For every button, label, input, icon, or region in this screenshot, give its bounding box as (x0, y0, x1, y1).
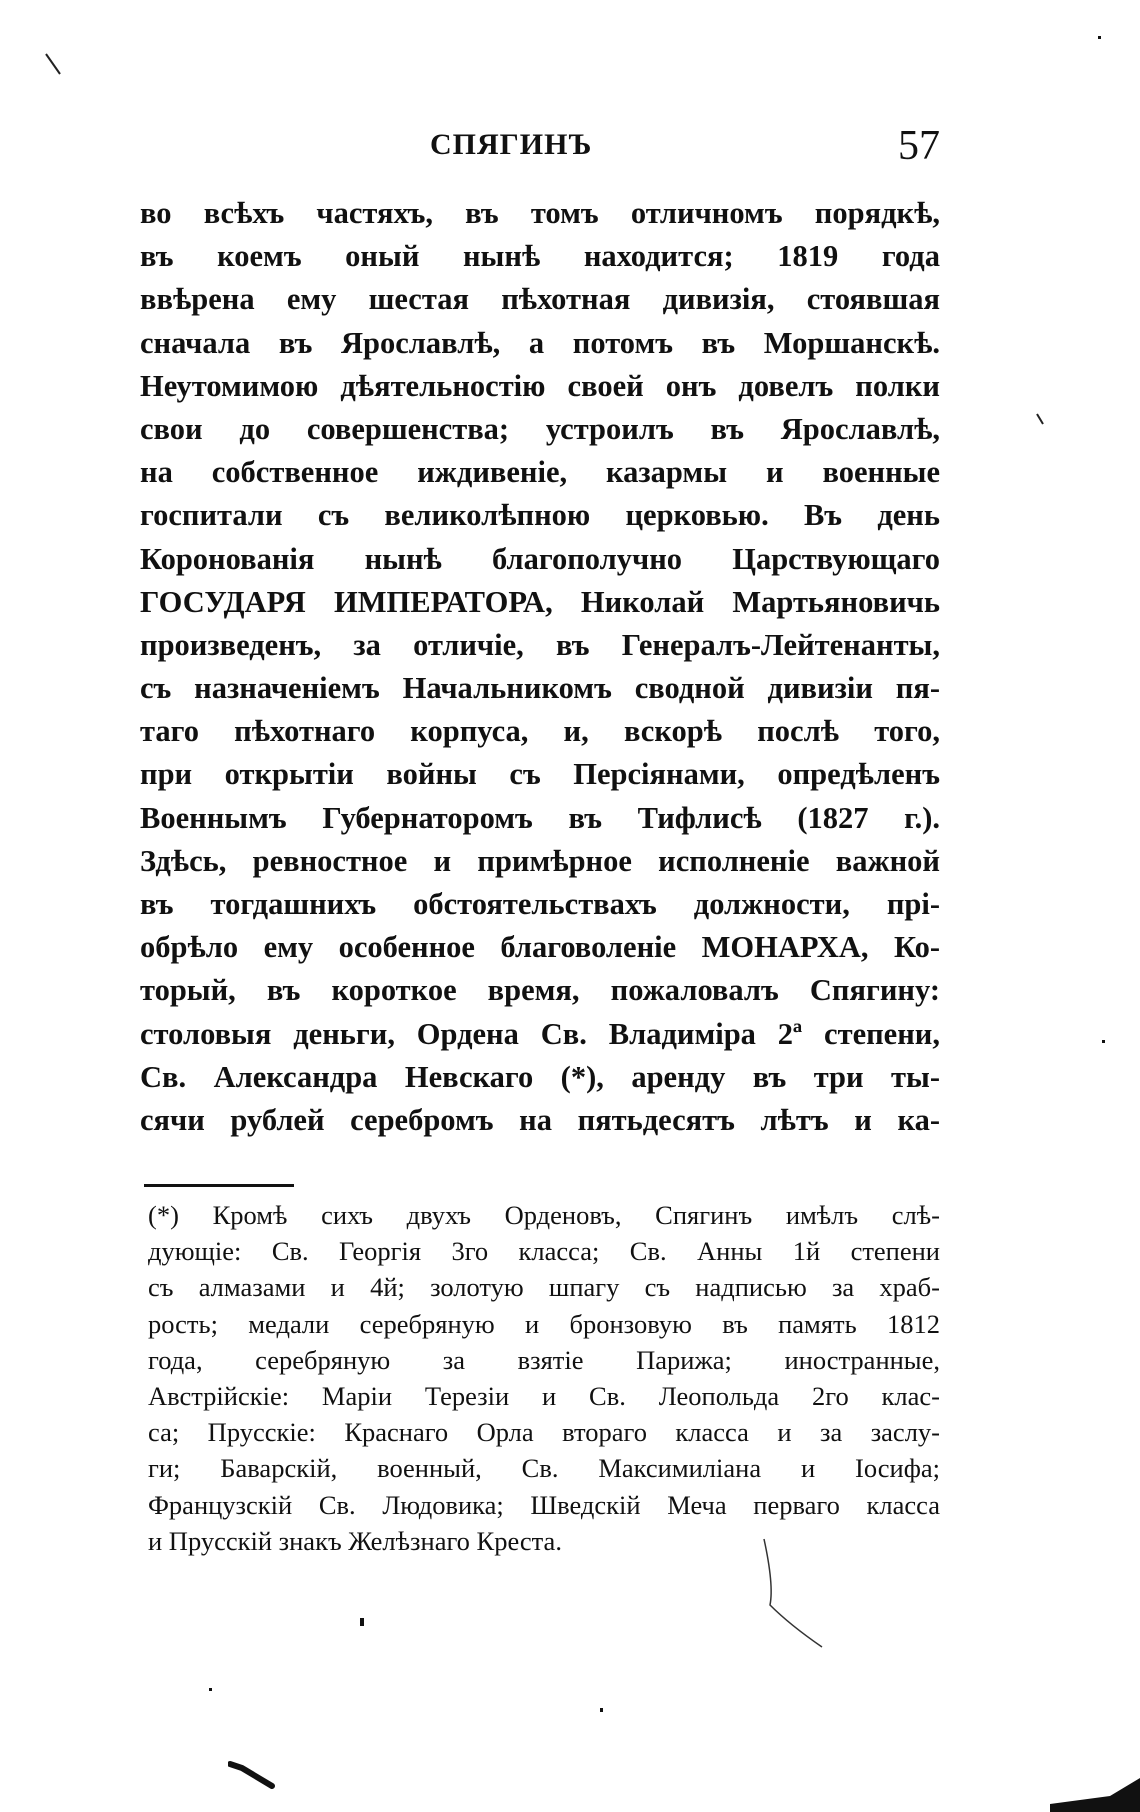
footnote-line: Австрійскіе: Маріи Терезіи и Св. Леопольда 2го клас- (148, 1380, 940, 1411)
text-line: Здѣсь, ревностное и примѣрное исполненіе важной (140, 843, 940, 878)
running-head: СПЯГИНЪ (430, 128, 593, 161)
text-line: въ тогдашнихъ обстоятельствахъ должности, прі- (140, 887, 940, 921)
scan-mark-dot (1098, 36, 1101, 39)
text-line: столовыя деньги, Ордена Св. Владиміра 2ª степени, (140, 1016, 940, 1051)
footnote-line: (*) Кромѣ сихъ двухъ Орденовъ, Спягинъ имѣлъ слѣ- (148, 1200, 940, 1230)
footnote-line: Французскій Св. Людовика; Шведскій Меча перваго класса (148, 1489, 940, 1520)
footnote-divider (144, 1184, 294, 1187)
text-line: сячи рублей серебромъ на пятьдесятъ лѣтъ и ка- (140, 1102, 940, 1137)
footnote-line: и Прусскій знакъ Желѣзнаго Креста. (148, 1525, 562, 1556)
scan-mark-dot (600, 1708, 603, 1712)
text-line: Военнымъ Губернаторомъ въ Тифлисѣ (1827 г.). (140, 800, 940, 835)
text-line: торый, въ короткое время, пожаловалъ Спягину: (140, 973, 940, 1008)
footnote-line: съ алмазами и 4й; золотую шпагу съ надписью за храб- (148, 1272, 940, 1303)
footnote-line: са; Прусскіе: Краснаго Орла втораго класса и за заслу- (148, 1417, 940, 1448)
text-line: ГОСУДАРЯ ИМПЕРАТОРА, Николай Мартьяновичь (140, 584, 940, 619)
footnote-line: ги; Баварскій, военный, Св. Максимиліана и Іосифа; (148, 1453, 940, 1484)
text-line: при открытіи войны съ Персіянами, опредѣленъ (140, 757, 940, 792)
text-line: произведенъ, за отличіе, въ Генералъ-Лейтенанты, (140, 627, 940, 662)
scan-mark-dot (360, 1618, 364, 1626)
page-number: 57 (898, 123, 940, 169)
footnote-line: дующіе: Св. Георгія 3го класса; Св. Анны 1й степени (148, 1236, 940, 1267)
footnote (148, 1197, 940, 1559)
text-line: обрѣло ему особенное благоволеніе МОНАРХА, Ко- (140, 930, 940, 965)
text-line: во всѣхъ частяхъ, въ томъ отличномъ порядкѣ, (140, 196, 940, 230)
page-header (140, 123, 940, 172)
text-line: съ назначеніемъ Начальникомъ сводной дивизіи пя- (140, 671, 940, 706)
main-text (140, 192, 940, 1142)
text-line: Коронованія нынѣ благополучно Царствующаго (140, 541, 940, 576)
scan-mark-footnote-curve (760, 1535, 830, 1655)
scan-mark-bottom-right (1050, 1770, 1140, 1812)
scan-mark-bottom-left (228, 1760, 278, 1790)
scan-mark-dot (1102, 1040, 1105, 1043)
text-line: таго пѣхотнаго корпуса, и, вскорѣ послѣ того, (140, 714, 940, 749)
text-line: сначала въ Ярославлѣ, а потомъ въ Моршанскѣ. (140, 325, 940, 360)
text-line: Св. Александра Невскаго (*), аренду въ три ты- (140, 1059, 940, 1094)
footnote-line: года, серебряную за взятіе Парижа; иностранные, (148, 1344, 940, 1375)
text-line: ввѣрена ему шестая пѣхотная дивизія, стоявшая (140, 282, 940, 317)
scan-mark-top-left (44, 52, 64, 78)
text-line: Неутомимою дѣятельностію своей онъ довелъ полки (140, 368, 940, 403)
text-line: свои до совершенства; устроилъ въ Ярославлѣ, (140, 411, 940, 446)
scan-mark-margin-right (1035, 412, 1047, 428)
text-line: на собственное иждивеніе, казармы и военные (140, 455, 940, 490)
text-line: госпитали съ великолѣпною церковью. Въ день (140, 498, 940, 533)
footnote-line: рость; медали серебряную и бронзовую въ память 1812 (148, 1308, 940, 1339)
text-line: въ коемъ оный нынѣ находится; 1819 года (140, 239, 940, 274)
scan-mark-dot (209, 1688, 212, 1691)
